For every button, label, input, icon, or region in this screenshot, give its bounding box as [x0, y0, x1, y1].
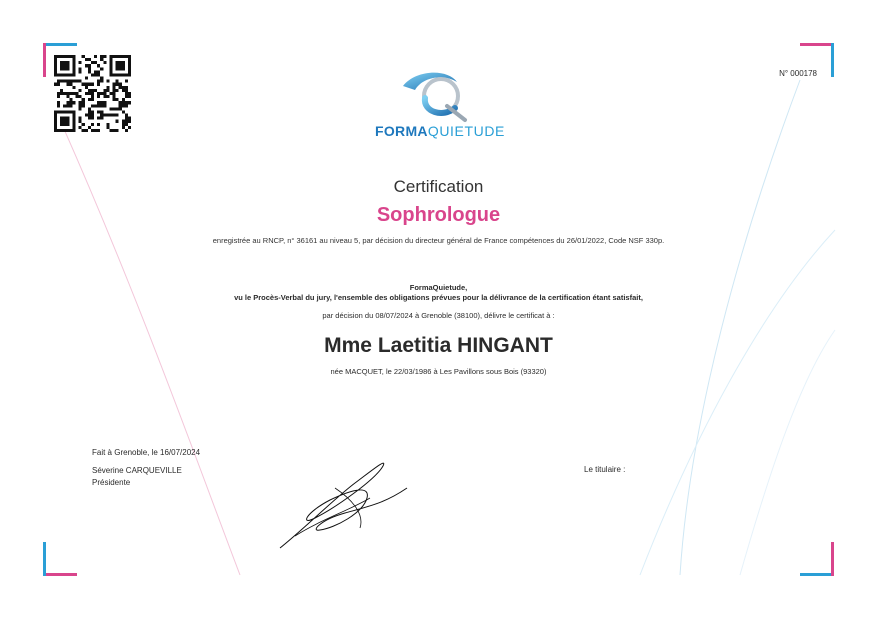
brand-part-forma: FORMA [375, 123, 428, 139]
corner-bottom-right [800, 542, 834, 576]
signature-icon [275, 458, 410, 553]
certificate-number: N° 000178 [779, 69, 817, 78]
holder-label: Le titulaire : [584, 465, 626, 474]
qr-code-icon[interactable] [54, 55, 131, 132]
corner-bottom-left [43, 542, 77, 576]
certificate-title: Sophrologue [376, 204, 501, 226]
brand-part-quietude: QUIETUDE [427, 123, 505, 139]
jury-statement: vu le Procès-Verbal du jury, l'ensemble des obligations prévues pour la délivrance de la certification étant satisfait, [234, 293, 643, 302]
certificate-heading: Certification [393, 177, 484, 196]
decision-text: par décision du 08/07/2024 à Grenoble (38100), délivre le certificat à : [322, 311, 555, 320]
signer-name: Séverine CARQUEVILLE [92, 466, 182, 475]
issuer-name: FormaQuietude, [409, 283, 468, 292]
formaquietude-logo-icon [395, 68, 485, 124]
signer-role: Présidente [92, 478, 131, 487]
brand-wordmark [365, 123, 515, 139]
birth-info: née MACQUET, le 22/03/1986 à Les Pavillons sous Bois (93320) [330, 367, 547, 376]
place-date: Fait à Grenoble, le 16/07/2024 [92, 448, 201, 457]
registration-text: enregistrée au RNCP, n° 36161 au niveau 5, par décision du directeur général de France compétences du 26/01/2022, Code NSF 330p. [212, 236, 665, 245]
recipient-name: Mme Laetitia HINGANT [324, 334, 553, 357]
